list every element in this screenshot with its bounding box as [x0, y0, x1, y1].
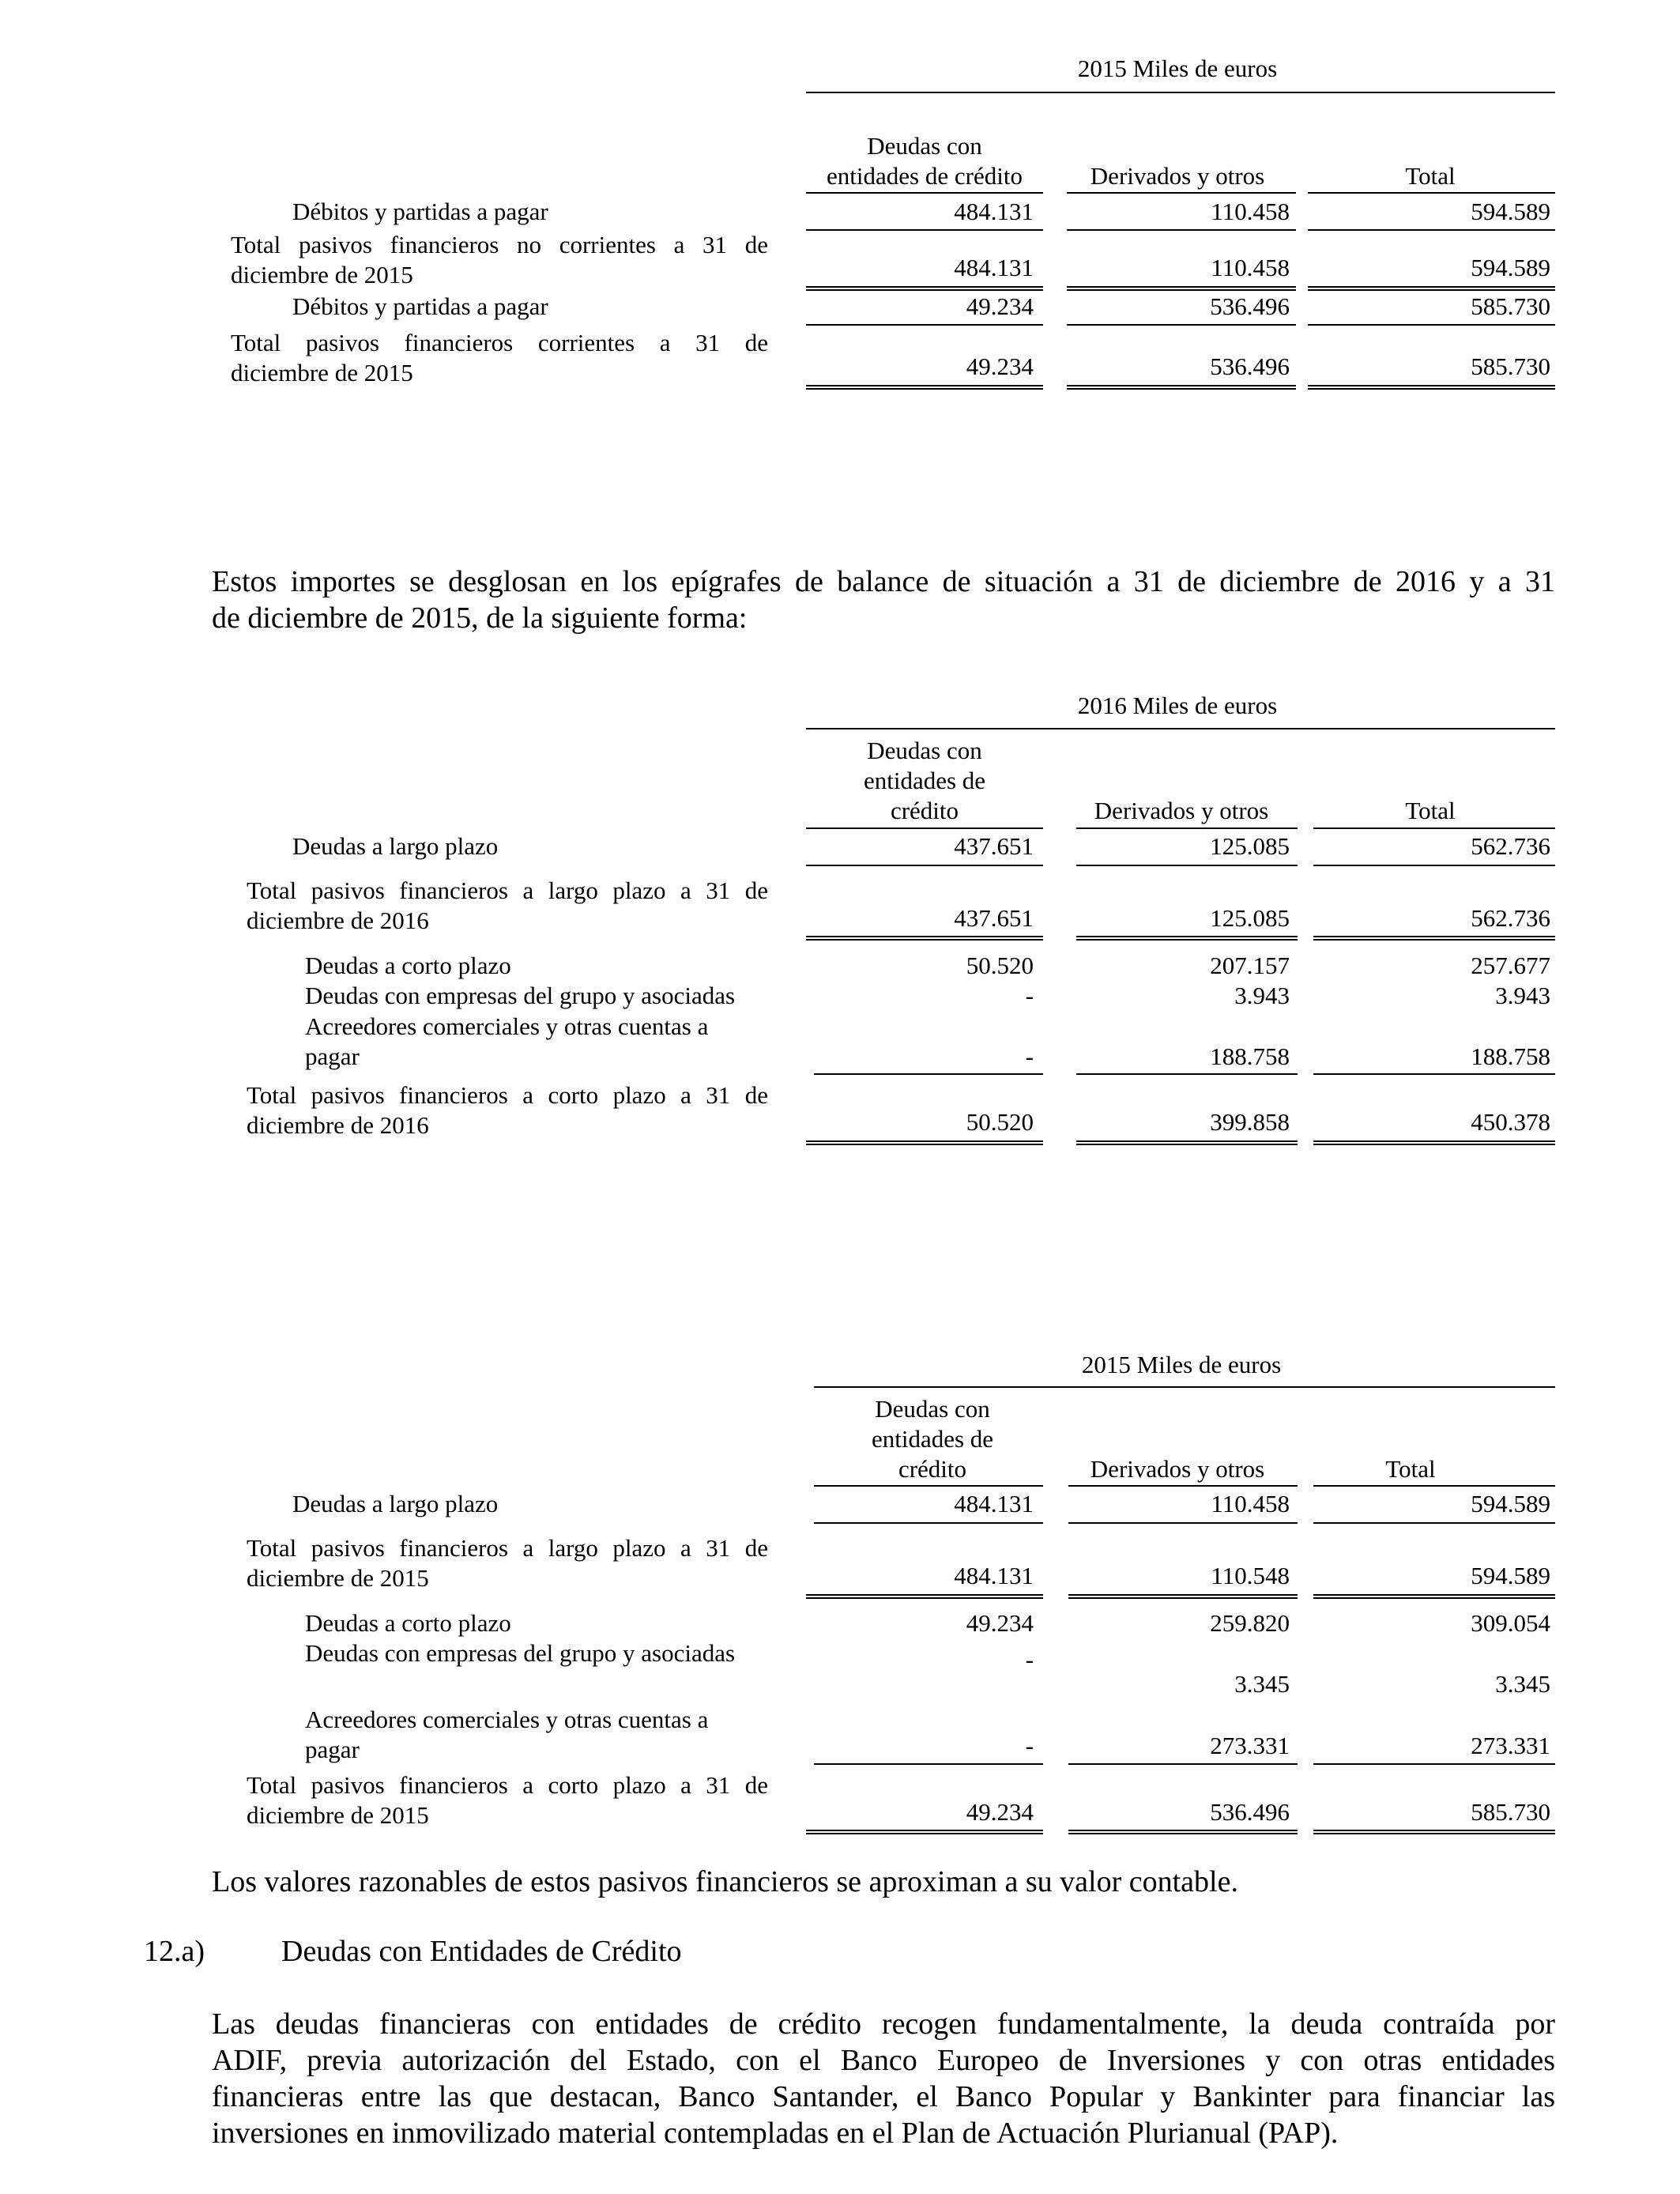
cell-deudas: 484.131	[954, 198, 1034, 225]
cell-derivados: 125.085	[1210, 904, 1290, 932]
double-rule	[806, 1140, 1043, 1145]
cell-total: 594.589	[1471, 254, 1550, 281]
cell-deudas: 437.651	[954, 832, 1034, 860]
paragraph-line: financieras entre las que destacan, Banco Santander, el Banco Popular y Bankinter para financiar las	[212, 2080, 1555, 2113]
column-rule	[1313, 1485, 1555, 1487]
double-rule	[1067, 385, 1296, 390]
column-rule	[814, 1485, 1043, 1487]
row-label-line2: pagar	[305, 1042, 360, 1070]
cell-deudas: 484.131	[954, 1562, 1034, 1589]
cell-deudas: 484.131	[954, 254, 1034, 281]
row-label-line2: diciembre de 2015	[247, 1564, 429, 1592]
cell-derivados: 110.548	[1211, 1562, 1290, 1589]
cell-deudas: 50.520	[966, 1108, 1034, 1136]
column-header-deudas-line2: entidades de	[871, 1425, 994, 1453]
row-label: Deudas con empresas del grupo y asociadas	[305, 982, 736, 1009]
column-header-total: Total	[1405, 162, 1456, 190]
cell-deudas: 49.234	[966, 292, 1034, 320]
table-header-year: 2015 Miles de euros	[1081, 1351, 1282, 1378]
double-rule	[1076, 1140, 1298, 1145]
row-label-line1: Total pasivos financieros a largo plazo a 31 de	[247, 1534, 768, 1562]
cell-derivados: 399.858	[1210, 1108, 1290, 1136]
double-rule	[1313, 1140, 1555, 1145]
column-rule	[806, 827, 1043, 829]
double-rule	[1068, 1830, 1298, 1834]
double-rule	[806, 936, 1043, 941]
row-rule	[1076, 865, 1298, 866]
cell-total: 257.677	[1471, 952, 1550, 979]
row-rule	[806, 865, 1043, 866]
row-label-line1: Acreedores comerciales y otras cuentas a	[305, 1012, 709, 1040]
row-label-line1: Total pasivos financieros a corto plazo a 31 de	[247, 1081, 768, 1109]
column-header-derivados: Derivados y otros	[1094, 797, 1269, 824]
double-rule	[1308, 286, 1555, 291]
row-label-line2: diciembre de 2015	[247, 1801, 429, 1829]
cell-derivados: 273.331	[1210, 1732, 1290, 1759]
row-label: Deudas a corto plazo	[305, 1609, 511, 1637]
double-rule	[806, 385, 1043, 390]
cell-derivados: 259.820	[1210, 1609, 1290, 1637]
cell-total: 594.589	[1471, 1562, 1550, 1589]
row-rule	[1313, 1073, 1555, 1075]
row-label: Débitos y partidas a pagar	[292, 198, 548, 225]
column-rule	[1076, 827, 1298, 829]
cell-derivados: 110.458	[1211, 1490, 1290, 1517]
cell-total: 594.589	[1471, 198, 1550, 225]
row-rule	[806, 229, 1043, 231]
column-header-deudas-line1: Deudas con	[867, 737, 982, 764]
column-rule	[1067, 192, 1296, 194]
cell-derivados: 110.458	[1211, 198, 1290, 225]
row-rule	[1313, 1522, 1555, 1524]
double-rule	[1068, 1594, 1298, 1599]
row-label: Deudas con empresas del grupo y asociadas	[305, 1639, 736, 1667]
column-header-total: Total	[1405, 797, 1456, 824]
column-rule	[806, 192, 1043, 194]
intro-paragraph-line1: Estos importes se desglosan en los epígrafes de balance de situación a 31 de diciembre de 2016 y a 31	[212, 565, 1555, 598]
fair-value-note: Los valores razonables de estos pasivos financieros se aproximan a su valor contable.	[212, 1865, 1238, 1898]
row-rule	[1067, 324, 1296, 326]
row-label-line2: diciembre de 2016	[247, 907, 429, 934]
row-label: Deudas a largo plazo	[292, 832, 499, 860]
row-label: Deudas a largo plazo	[292, 1490, 499, 1517]
double-rule	[1076, 936, 1298, 941]
column-header-deudas-line3: crédito	[898, 1455, 967, 1483]
row-label-line1: Total pasivos financieros no corrientes a 31 de	[231, 231, 768, 258]
table-header-year: 2015 Miles de euros	[1077, 55, 1278, 82]
cell-derivados: 110.458	[1211, 254, 1290, 281]
cell-deudas: -	[1025, 1732, 1034, 1759]
row-label-line2: diciembre de 2015	[231, 261, 413, 288]
column-header-derivados: Derivados y otros	[1090, 1455, 1265, 1483]
row-label-line1: Total pasivos financieros a corto plazo a 31 de	[247, 1771, 768, 1799]
row-rule	[1313, 865, 1555, 866]
cell-total: 594.589	[1471, 1490, 1550, 1517]
paragraph-line: ADIF, previa autorización del Estado, con el Banco Europeo de Inversiones y con otras entidades	[212, 2044, 1555, 2077]
row-rule	[814, 1763, 1043, 1765]
row-rule	[1068, 1522, 1298, 1524]
paragraph-line: inversiones en inmovilizado material contempladas en el Plan de Actuación Plurianual (PAP).	[212, 2117, 1339, 2150]
cell-derivados: 207.157	[1210, 952, 1290, 979]
row-label-line2: pagar	[305, 1736, 360, 1763]
cell-derivados: 3.943	[1234, 982, 1290, 1009]
double-rule	[806, 1594, 1043, 1599]
row-label-line1: Total pasivos financieros a largo plazo a 31 de	[247, 876, 768, 904]
row-label-line2: diciembre de 2015	[231, 359, 413, 386]
cell-deudas: 49.234	[966, 1609, 1034, 1637]
row-label-line2: diciembre de 2016	[247, 1111, 429, 1139]
row-rule	[814, 1073, 1043, 1075]
double-rule	[1067, 286, 1296, 291]
cell-total: 562.736	[1471, 832, 1550, 860]
row-rule	[806, 324, 1043, 326]
cell-total: 450.378	[1471, 1108, 1550, 1136]
cell-total: 309.054	[1471, 1609, 1550, 1637]
column-header-deudas-line1: Deudas con	[867, 132, 982, 160]
double-rule	[806, 286, 1043, 291]
row-rule	[1308, 229, 1555, 231]
cell-deudas: 484.131	[954, 1490, 1034, 1517]
header-rule	[806, 728, 1555, 729]
cell-total: 3.345	[1495, 1670, 1550, 1698]
cell-total: 562.736	[1471, 904, 1550, 932]
cell-derivados: 3.345	[1234, 1670, 1290, 1698]
section-title: Deudas con Entidades de Crédito	[281, 1935, 682, 1968]
column-header-deudas-line3: crédito	[890, 797, 959, 824]
column-header-deudas-line2: entidades de crédito	[827, 162, 1023, 190]
row-label: Deudas a corto plazo	[305, 952, 511, 979]
column-header-deudas-line1: Deudas con	[875, 1395, 990, 1423]
column-header-total: Total	[1385, 1455, 1436, 1483]
cell-derivados: 536.496	[1210, 292, 1290, 320]
row-rule	[1067, 229, 1296, 231]
cell-deudas: -	[1025, 1042, 1034, 1070]
double-rule	[1308, 385, 1555, 390]
cell-deudas: 437.651	[954, 904, 1034, 932]
cell-total: 585.730	[1471, 352, 1550, 380]
row-label: Débitos y partidas a pagar	[292, 292, 548, 320]
table-header-year: 2016 Miles de euros	[1077, 692, 1278, 719]
cell-total: 3.943	[1495, 982, 1550, 1009]
row-rule	[1076, 1073, 1298, 1075]
column-header-derivados: Derivados y otros	[1090, 162, 1265, 190]
row-rule	[1068, 1763, 1298, 1765]
double-rule	[1313, 1830, 1555, 1834]
double-rule	[1313, 1594, 1555, 1599]
cell-derivados: 536.496	[1210, 352, 1290, 380]
column-header-deudas-line2: entidades de	[863, 767, 986, 794]
double-rule	[806, 1830, 1043, 1834]
cell-total: 585.730	[1471, 292, 1550, 320]
header-rule	[806, 92, 1555, 93]
cell-deudas: -	[1025, 1646, 1034, 1673]
column-rule	[1068, 1485, 1298, 1487]
column-rule	[1308, 192, 1555, 194]
cell-derivados: 188.758	[1210, 1042, 1290, 1070]
cell-deudas: 49.234	[966, 1798, 1034, 1826]
cell-total: 585.730	[1471, 1798, 1550, 1826]
row-rule	[1308, 324, 1555, 326]
cell-deudas: -	[1025, 982, 1034, 1009]
row-label-line1: Acreedores comerciales y otras cuentas a	[305, 1706, 709, 1733]
column-rule	[1313, 827, 1555, 829]
cell-deudas: 49.234	[966, 352, 1034, 380]
cell-total: 188.758	[1471, 1042, 1550, 1070]
header-rule	[814, 1386, 1555, 1388]
cell-total: 273.331	[1471, 1732, 1550, 1759]
paragraph-line: Las deudas financieras con entidades de crédito recogen fundamentalmente, la deuda contraída por	[212, 2007, 1555, 2041]
row-rule	[1313, 1763, 1555, 1765]
row-label-line1: Total pasivos financieros corrientes a 31 de	[231, 329, 768, 356]
cell-derivados: 536.496	[1210, 1798, 1290, 1826]
cell-deudas: 50.520	[966, 952, 1034, 979]
row-rule	[814, 1522, 1043, 1524]
intro-paragraph-line2: de diciembre de 2015, de la siguiente forma:	[212, 601, 748, 635]
double-rule	[1313, 936, 1555, 941]
cell-derivados: 125.085	[1210, 832, 1290, 860]
section-number: 12.a)	[144, 1935, 205, 1968]
